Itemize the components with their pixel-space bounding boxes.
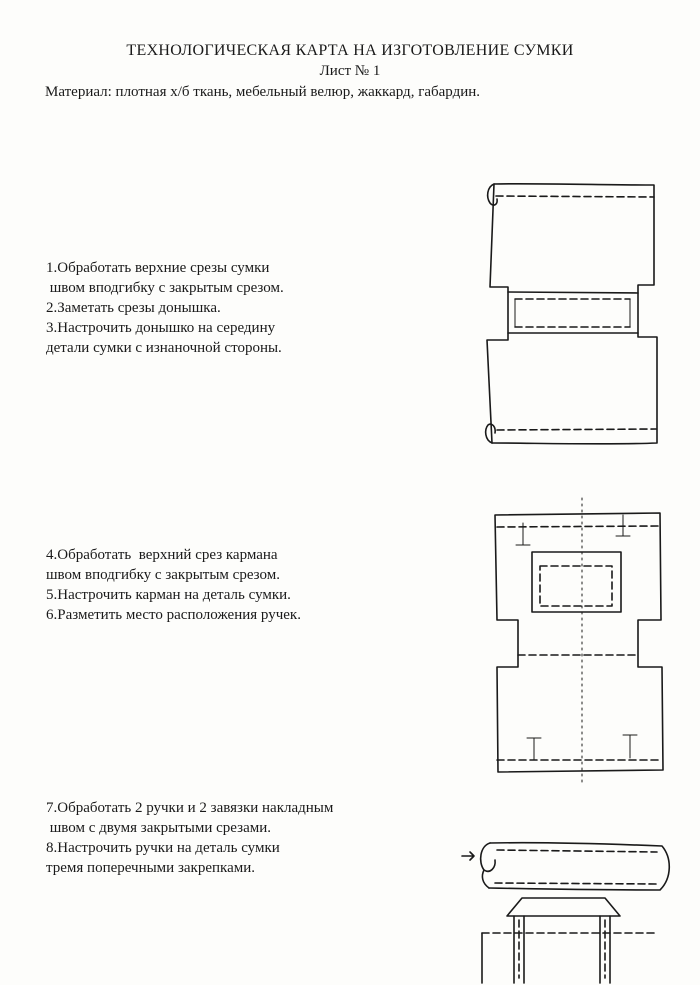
step-line: 5.Настрочить карман на деталь сумки. bbox=[46, 587, 291, 603]
document-title: ТЕХНОЛОГИЧЕСКАЯ КАРТА НА ИЗГОТОВЛЕНИЕ СУМКИ bbox=[126, 42, 574, 59]
step-line: 3.Настрочить донышко на середину bbox=[46, 320, 276, 336]
steps-block-1 bbox=[46, 258, 284, 358]
material-line: Материал: плотная х/б ткань, мебельный велюр, жаккард, габардин. bbox=[45, 84, 481, 100]
step-line: 1.Обработать верхние срезы сумки bbox=[46, 260, 270, 276]
step-line: швом с двумя закрытыми срезами. bbox=[46, 820, 271, 836]
step-line: 7.Обработать 2 ручки и 2 завязки накладным bbox=[46, 800, 334, 816]
step-line: 4.Обработать верхний срез кармана bbox=[46, 547, 278, 563]
step-line: 6.Разметить место расположения ручек. bbox=[46, 607, 301, 623]
step-line: швом вподгибку с закрытым срезом. bbox=[46, 567, 280, 583]
steps-block-3 bbox=[46, 798, 333, 878]
step-line: 2.Заметать срезы донышка. bbox=[46, 300, 221, 316]
bag-bottom-sketch bbox=[470, 175, 670, 465]
step-line: швом вподгибку с закрытым срезом. bbox=[46, 280, 284, 296]
steps-block-2 bbox=[46, 545, 301, 625]
sheet-number: Лист № 1 bbox=[319, 63, 381, 79]
step-line: тремя поперечными закрепками. bbox=[46, 860, 255, 876]
step-line: 8.Настрочить ручки на деталь сумки bbox=[46, 840, 280, 856]
handle-sketch bbox=[462, 838, 682, 985]
step-line: детали сумки с изнаночной стороны. bbox=[46, 340, 282, 356]
pocket-sketch bbox=[480, 495, 680, 785]
